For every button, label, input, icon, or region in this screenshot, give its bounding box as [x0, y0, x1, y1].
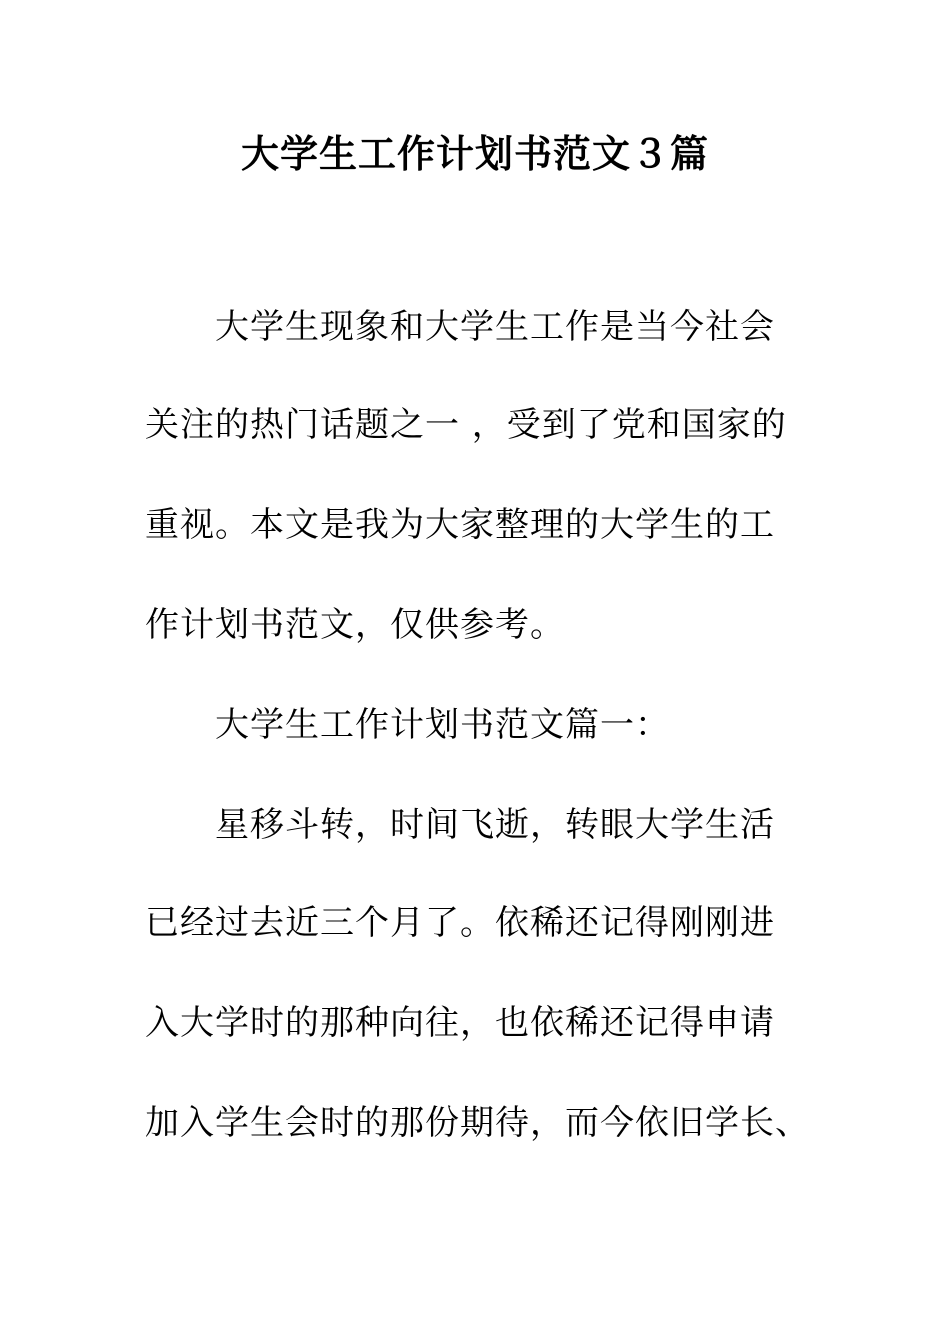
paragraph-line: 已经过去近三个月了。依稀还记得刚刚进: [145, 903, 775, 943]
document-title: 大学生工作计划书范文３篇: [240, 131, 709, 176]
paragraph-line: 加入学生会时的那份期待，而今依旧学长、: [145, 1103, 810, 1143]
paragraph-line: 入大学时的那种向往，也依稀还记得申请: [145, 1003, 775, 1043]
paragraph-line: 作计划书范文，仅供参考。: [145, 605, 565, 645]
section-heading: 大学生工作计划书范文篇一：: [215, 705, 670, 745]
paragraph-line: 星移斗转，时间飞逝，转眼大学生活: [215, 805, 775, 845]
paragraph-line: 重视。本文是我为大家整理的大学生的工: [145, 505, 775, 545]
paragraph-line: 大学生现象和大学生工作是当今社会: [215, 307, 775, 347]
paragraph-line: 关注的热门话题之一 ，受到了党和国家的: [145, 405, 787, 445]
